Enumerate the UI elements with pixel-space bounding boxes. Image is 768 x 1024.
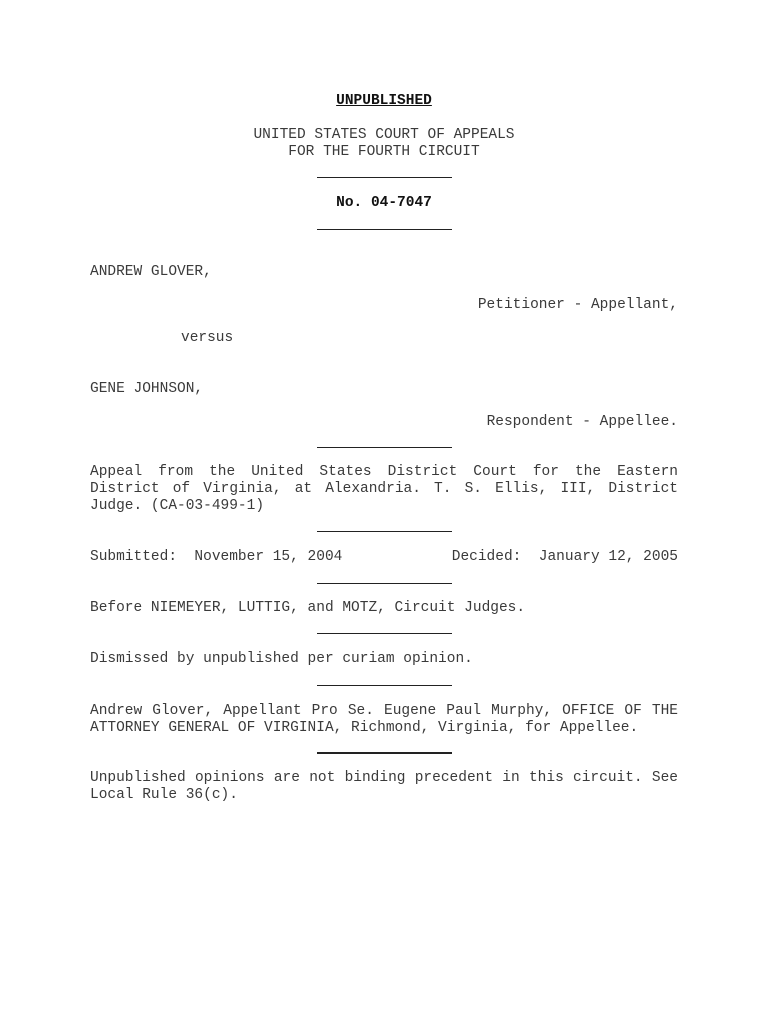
disposition: Dismissed by unpublished per curiam opinion. bbox=[90, 651, 473, 667]
appeal-paragraph: Appeal from the United States District Court for the Eastern District of Virginia, at Alexandria. T. S. Ellis, III, District Judge. (CA-03-499-1) bbox=[90, 464, 678, 514]
appellant-name: ANDREW GLOVER, bbox=[90, 264, 212, 280]
appellant-role: Petitioner - Appellant, bbox=[477, 297, 678, 313]
precedent-notice: Unpublished opinions are not binding precedent in this circuit. See Local Rule 36(c). bbox=[90, 770, 678, 803]
divider-rule bbox=[317, 633, 452, 634]
divider-rule bbox=[317, 229, 452, 230]
divider-rule bbox=[317, 583, 452, 584]
counsel-paragraph: Andrew Glover, Appellant Pro Se. Eugene Paul Murphy, OFFICE OF THE ATTORNEY GENERAL OF VIRGINIA, Richmond, Virginia, for Appellee. bbox=[90, 703, 678, 736]
divider-rule bbox=[317, 177, 452, 178]
dates-row bbox=[90, 549, 678, 566]
divider-rule bbox=[317, 685, 452, 686]
divider-rule bbox=[317, 447, 452, 448]
court-name-line1: UNITED STATES COURT OF APPEALS bbox=[253, 127, 515, 143]
decided-date: Decided: January 12, 2005 bbox=[451, 549, 678, 565]
divider-rule bbox=[317, 531, 452, 532]
court-name-line2: FOR THE FOURTH CIRCUIT bbox=[288, 144, 480, 160]
case-number: No. 04-7047 bbox=[336, 195, 432, 211]
versus-label: versus bbox=[181, 330, 234, 346]
divider-rule bbox=[317, 752, 452, 754]
unpublished-heading: UNPUBLISHED bbox=[336, 93, 432, 109]
appellee-name: GENE JOHNSON, bbox=[90, 381, 204, 397]
submitted-date: Submitted: November 15, 2004 bbox=[90, 549, 343, 565]
appellee-role: Respondent - Appellee. bbox=[486, 414, 678, 430]
panel-judges: Before NIEMEYER, LUTTIG, and MOTZ, Circuit Judges. bbox=[90, 600, 526, 616]
